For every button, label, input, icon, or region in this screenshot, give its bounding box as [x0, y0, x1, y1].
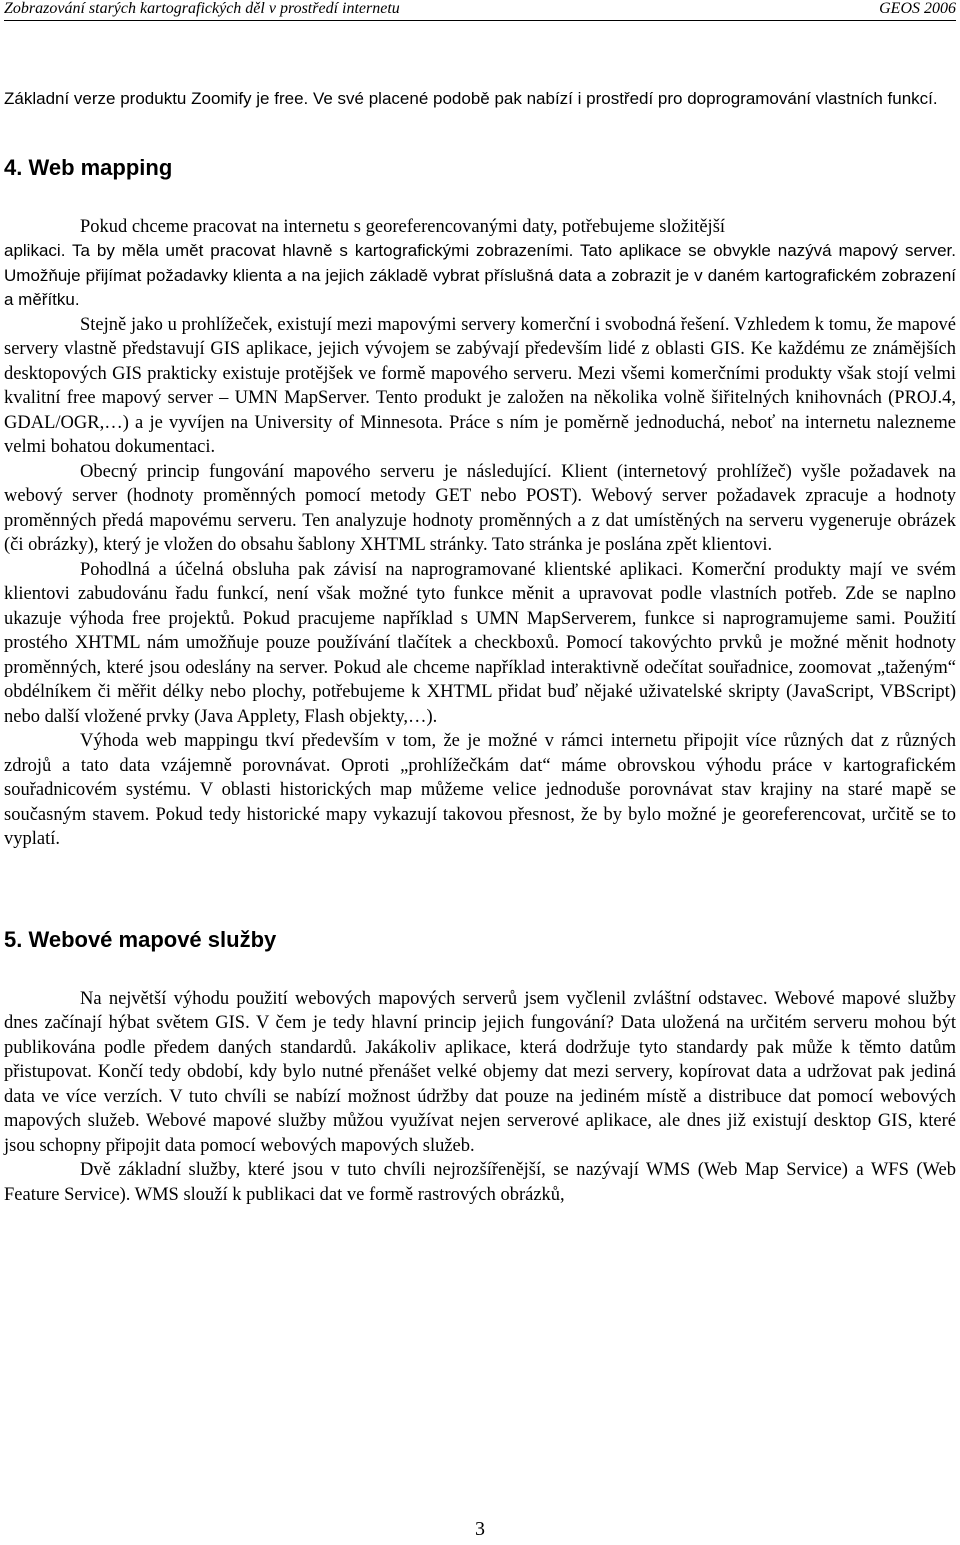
section-4-heading: 4. Web mapping	[4, 154, 173, 180]
section-5-heading: 5. Webové mapové služby	[4, 926, 277, 952]
page-content	[4, 87, 956, 1207]
page-number: 3	[475, 1518, 485, 1540]
header-title: Zobrazování starých kartografických děl v prostředí internetu	[4, 0, 400, 17]
page-header	[4, 0, 956, 21]
section-4-paragraph-5: Výhoda web mappingu tkví především v tom, že je možné v rámci internetu připojit více různých dat z různých zdrojů a tato data vzájemně porovnávat. Oproti „prohlížečkám dat“ máme obrovskou výhodu práce v kartografickém souřadnicovém systému. V oblasti historických map můžeme velice jednoduše porovnávat stav krajiny na staré mapě se současným stavem. Pokud tedy historické mapy vykazují takovou přesnost, že by bylo možné je georeferencovat, určitě se to vyplatí.	[4, 731, 956, 849]
section-5-paragraph-1: Na největší výhodu použití webových mapových serverů jsem vyčlenil zvláštní odstavec. Webové mapové služby dnes začínají hýbat světem GIS. V čem je tedy hlavní princip jejich fungování? Data uložená na určitém serveru mohou být publikována podle předem daných standardů. Jakákoliv aplikace, která dodržuje tyto standardy pak může k těmto datům přistupovat. Končí tedy období, kdy bylo nutné přenášet velké objemy dat mezi servery, kopírovat data a udržovat pak jediná data ve více verzích. V tuto chvíli se nabízí možnost údržby dat pouze na jediném místě a distribuce dat pomocí webových mapových služeb. Webové mapové služby můžou využívat nejen serverové aplikace, ale dnes již existují desktop GIS, které jsou schopny připojit data pomocí webových mapových služeb.	[4, 988, 956, 1156]
section-4-paragraph-1a: Pokud chceme pracovat na internetu s georeferencovanými daty, potřebujeme složitější	[80, 216, 726, 237]
section-5-paragraph-2: Dvě základní služby, které jsou v tuto chvíli nejrozšířenější, se nazývají WMS (Web Map Service) a WFS (Web Feature Service). WMS slouží k publikaci dat ve formě rastrových obrázků,	[4, 1160, 956, 1205]
section-4-paragraph-4: Pohodlná a účelná obsluha pak závisí na naprogramované klientské aplikaci. Komerční produkty mají ve svém klientovi zabudovánu řadu funkcí, není však možné tyto funkce měnit a upravovat podle vlastních potřeb. Zde se naplno ukazuje výhoda free projektů. Pokud pracujeme například s UMN MapServerem, funkce si naprogramujeme sami. Použití prostého XHTML nám umožňuje pouze používání tlačítek a checkboxů. Pomocí takovýchto prvků je možné měnit hodnoty proměnných, které jsou odeslány na server. Pokud ale chceme například interaktivně odečítat souřadnice, zoomovat „taženým“ obdélníkem či měřit délky nebo plochy, potřebujeme k XHTML přidat buď nějaké uživatelské skripty (JavaScript, VBScript) nebo další vložené prvky (Java Applety, Flash objekty,…).	[4, 559, 956, 727]
section-4-paragraph-1b: aplikaci. Ta by měla umět pracovat hlavně s kartografickými zobrazeními. Tato aplikace se obvykle nazývá mapový server. Umožňuje přijímat požadavky klienta a na jejich základě vybrat příslušná data a zobrazit je v daném kartografickém zobrazení a měřítku.	[4, 241, 956, 309]
section-4-paragraph-3: Obecný princip fungování mapového serveru je následující. Klient (internetový prohlížeč) vyšle požadavek na webový server (hodnoty proměnných pomocí metody GET nebo POST). Webový server požadavek zpracuje a hodnoty proměnných předá mapovému serveru. Ten analyzuje hodnoty proměnných a z dat umístěných na serveru vygeneruje obrázek (či obrázky), který je vložen do obsahu šablony XHTML stránky. Tato stránka je poslána zpět klientovi.	[4, 461, 956, 555]
intro-paragraph: Základní verze produktu Zoomify je free. Ve své placené podobě pak nabízí i prostředí pro doprogramování vlastních funkcí.	[4, 89, 938, 108]
header-conference: GEOS 2006	[879, 0, 956, 17]
section-4-paragraph-2: Stejně jako u prohlížeček, existují mezi mapovými servery komerční i svobodná řešení. Vzhledem k tomu, že mapové servery vlastně představují GIS aplikace, jejich vývojem se zabývají především lidé z oblasti GIS. Ke každému ze známějších desktopových GIS prakticky existuje protějšek ve formě mapového serveru. Mezi všemi komerčními produkty však stojí velmi kvalitní free mapový server – UMN MapServer. Tento produkt je založen na několika volně šiřitelných knihovnách (PROJ.4, GDAL/OGR,…) a je vyvíjen na University of Minnesota. Práce s ním je poměrně jednoduchá, neboť na internetu nalezneme velmi bohatou dokumentaci.	[4, 314, 956, 457]
